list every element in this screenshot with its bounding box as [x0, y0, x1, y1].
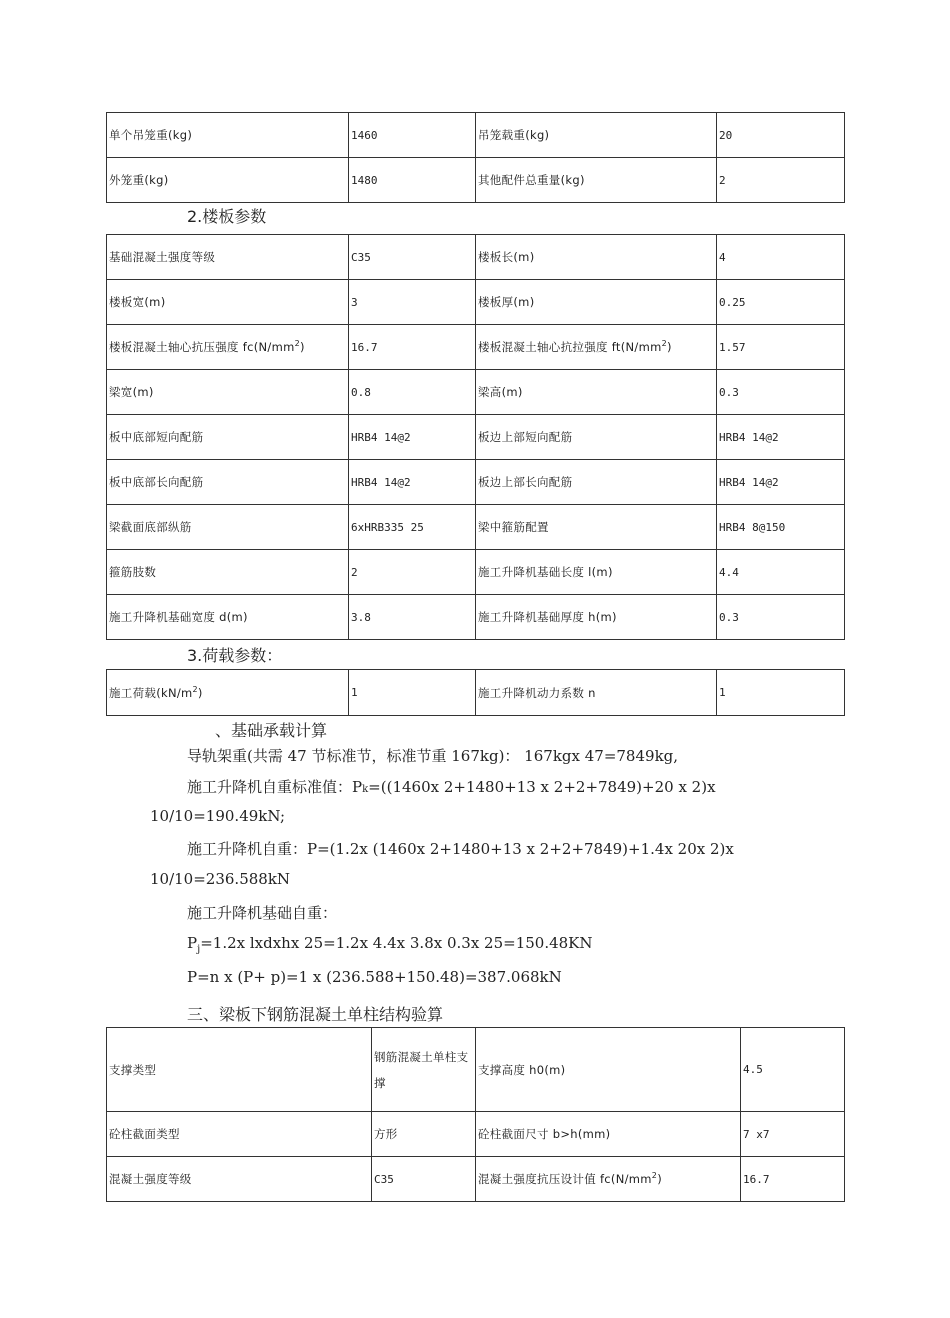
calc-line: 10/10=236.588kN	[150, 870, 291, 888]
table-row	[107, 505, 845, 550]
table-cell: HRB4 14@2	[717, 460, 845, 505]
section-title-load: 3.荷载参数：	[187, 646, 283, 665]
table-cell: 楼板宽(m)	[107, 280, 349, 325]
table-row	[107, 280, 845, 325]
table-cell: 支撑类型	[107, 1028, 372, 1112]
table-cell: 施工升降机基础长度 l(m)	[476, 550, 717, 595]
table-cell: 板边上部短向配筋	[476, 415, 717, 460]
table-cell: 梁高(m)	[476, 370, 717, 415]
table-row	[107, 1112, 845, 1157]
table-cell: 1	[349, 670, 476, 716]
table-cell: 16.7	[349, 325, 476, 370]
table-cell: 混凝土强度等级	[107, 1157, 372, 1202]
table-cell: 砼柱截面类型	[107, 1112, 372, 1157]
table-cell: 2	[717, 158, 845, 203]
floor-params-table	[106, 234, 845, 640]
calc-line: $P_j=1.2x$ lxdxhx 25=1.2x 4.4x 3.8x 0.3x 25=150.48KN	[187, 934, 593, 955]
calc-line: P=n x (P+ p)=1 x (236.588+150.48)=387.068kN	[187, 968, 562, 986]
table-row	[107, 670, 845, 716]
table-row	[107, 460, 845, 505]
table-cell: 钢筋混凝土单柱支撑	[372, 1028, 476, 1112]
table-row	[107, 235, 845, 280]
table-cell: HRB4 14@2	[717, 415, 845, 460]
table-cell: HRB4 14@2	[349, 460, 476, 505]
table-cell: 混凝土强度抗压设计值 $fc(N/mm^2)$	[476, 1157, 741, 1202]
table-cell: 单个吊笼重(kg)	[107, 113, 349, 158]
table-row	[107, 1157, 845, 1202]
table-row	[107, 550, 845, 595]
table-cell: 施工荷载$(kN/m^2)$	[107, 670, 349, 716]
table-row	[107, 415, 845, 460]
table-cell: 施工升降机基础宽度 d(m)	[107, 595, 349, 640]
table-row	[107, 370, 845, 415]
table-cell: 16.7	[741, 1157, 845, 1202]
calc-line: 10/10=190.49kN;	[150, 807, 286, 825]
table-cell: 0.3	[717, 370, 845, 415]
table-cell: 0.3	[717, 595, 845, 640]
table-row	[107, 595, 845, 640]
table-cell: 7 x7	[741, 1112, 845, 1157]
table-cell: 1480	[349, 158, 476, 203]
table-cell: 4.4	[717, 550, 845, 595]
section-title-floor: 2.楼板参数	[187, 207, 267, 226]
table-cell: 6xHRB335 25	[349, 505, 476, 550]
table-row	[107, 113, 845, 158]
table-row	[107, 1028, 845, 1112]
calc-line: 施工升降机自重标准值：Pk=((1460x 2+1480+13 x 2+2+7849)+20 x 2)x	[187, 778, 716, 796]
table-cell: HRB4 14@2	[349, 415, 476, 460]
table-cell: 基础混凝土强度等级	[107, 235, 349, 280]
table-cell: 板边上部长向配筋	[476, 460, 717, 505]
table-cell: 楼板长(m)	[476, 235, 717, 280]
table-cell: 3	[349, 280, 476, 325]
calc-heading: 、基础承载计算	[215, 721, 328, 740]
table-cell: 楼板混凝土轴心抗拉强度 $ft(N/mm^2)$	[476, 325, 717, 370]
table-cell: 梁截面底部纵筋	[107, 505, 349, 550]
table-cell: 梁中箍筋配置	[476, 505, 717, 550]
table-cell: 梁宽(m)	[107, 370, 349, 415]
table-cell: 1.57	[717, 325, 845, 370]
table-cell: 楼板混凝土轴心抗压强度 $fc(N/mm^2)$	[107, 325, 349, 370]
table-row	[107, 158, 845, 203]
table-cell: 吊笼载重(kg)	[476, 113, 717, 158]
table-cell: 施工升降机动力系数 n	[476, 670, 717, 716]
table-cell: 方形	[372, 1112, 476, 1157]
table-cell: 3.8	[349, 595, 476, 640]
table-cell: 板中底部短向配筋	[107, 415, 349, 460]
table-cell: 支撑高度 h0(m)	[476, 1028, 741, 1112]
table-cell: 1	[717, 670, 845, 716]
table-cell: C35	[349, 235, 476, 280]
table-cell: 施工升降机基础厚度 h(m)	[476, 595, 717, 640]
table-cell: 0.25	[717, 280, 845, 325]
table-cell: 1460	[349, 113, 476, 158]
table-cell: 20	[717, 113, 845, 158]
table-cell: 2	[349, 550, 476, 595]
calc-line: 施工升降机基础自重：	[187, 904, 338, 922]
table-cell: 外笼重(kg)	[107, 158, 349, 203]
column-support-table	[106, 1027, 845, 1202]
table-cell: 4	[717, 235, 845, 280]
table-cell: 0.8	[349, 370, 476, 415]
table-row	[107, 325, 845, 370]
load-params-table	[106, 669, 845, 716]
calc-line: 导轨架重(共需 47 节标准节，标准节重 167kg)： 167kgx 47=7849kg,	[187, 747, 679, 765]
table-cell: C35	[372, 1157, 476, 1202]
table-cell: 砼柱截面尺寸 b>h(mm)	[476, 1112, 741, 1157]
calc-line: 施工升降机自重：P=(1.2x (1460x 2+1480+13 x 2+2+7849)+1.4x 20x 2)x	[187, 840, 734, 858]
cage-weight-table	[106, 112, 845, 203]
table-cell: 其他配件总重量(kg)	[476, 158, 717, 203]
table-cell: 4.5	[741, 1028, 845, 1112]
table-cell: 楼板厚(m)	[476, 280, 717, 325]
table-cell: 箍筋肢数	[107, 550, 349, 595]
section-title-column: 三、梁板下钢筋混凝土单柱结构验算	[187, 1005, 444, 1024]
table-cell: HRB4 8@150	[717, 505, 845, 550]
table-cell: 板中底部长向配筋	[107, 460, 349, 505]
